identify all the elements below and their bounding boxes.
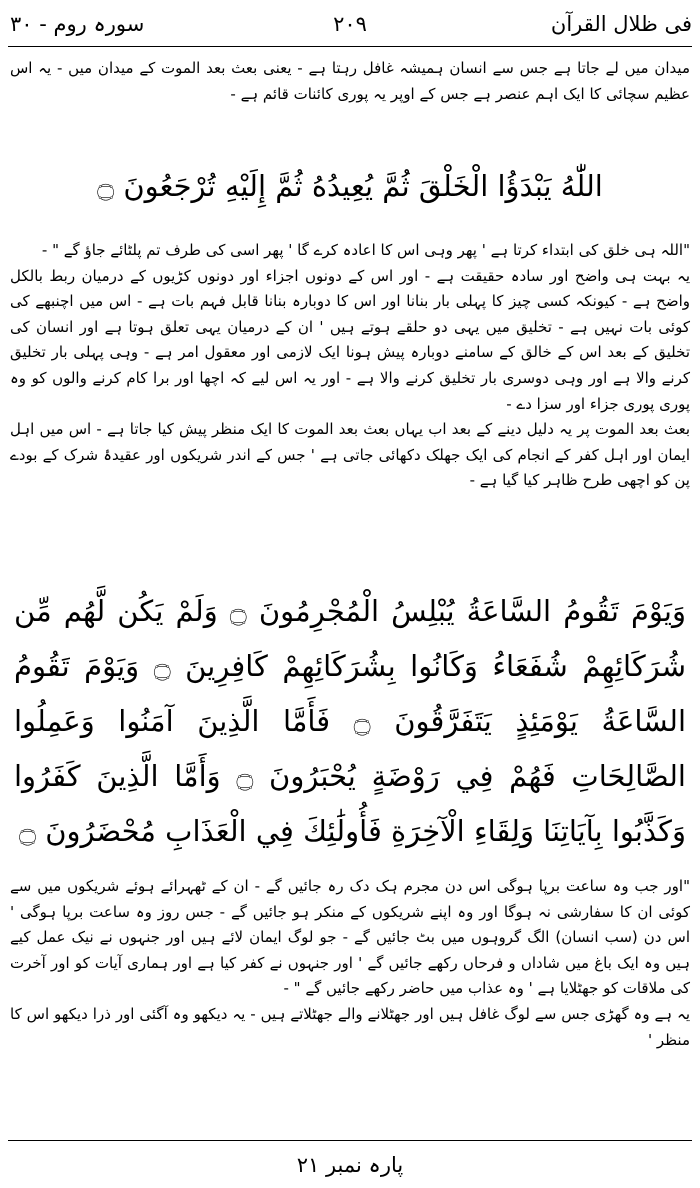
translation-block (10, 874, 690, 1053)
commentary-paragraph: یہ بہت ہی واضح اور سادہ حقیقت ہے - اور اس کے دونوں اجزاء اور دونوں کڑیوں کے درمیان ربط بالکل واضح ہے - کیونکہ کسی چیز کا پہلی بار بنانا اور اس کا دوبارہ بنانا قابل فہم بات ہے - اس میں اچنبھے کی کوئی بات نہیں ہے - تخلیق میں یہی دو حلقے ہوتے ہیں ' ان کے درمیان یہی تعلق ہوتا ہے اور انسان کی تخلیق کے بعد اس کے خالق کے سامنے دوبارہ پیش ہونا ایک لازمی اور معقول امر ہے - وہی پہلی بار تخلیق کرنے والا ہے اور وہی دوسری بار تخلیق کرنے والا ہے - اور یہ اس لیے کہ اچھا اور برا کام کرنے والوں کو وہ پوری پوری جزاء اور سزا دے - (10, 266, 690, 413)
para-number: پارہ نمبر ۲۱ (296, 1153, 404, 1177)
quran-verse: اللّٰهُ يَبْدَؤُا الْخَلْقَ ثُمَّ يُعِيدُهُ ثُمَّ إِلَيْهِ تُرْجَعُونَ ۝ (97, 169, 603, 203)
footer-rule (8, 1140, 692, 1141)
translation-paragraph-2: "اور جب وہ ساعت برپا ہوگی اس دن مجرم ہک دک رہ جائیں گے - ان کے ٹھہرائے ہوئے شریکوں میں سے کوئی ان کا سفارشی نہ ہوگا اور وہ اپنے شریکوں کے منکر ہو جائیں گے - جس روز وہ ساعت برپا ہوگی ' اس دن (سب انسان) الگ گروہوں میں بٹ جائیں گے - جو لوگ ایمان لائے ہیں اور جنہوں نے نیک عمل کیے ہیں وہ ایک باغ میں شاداں و فرحاں رکھے جائیں گے ' اور جنہوں نے کفر کیا ہے اور ہماری آیات کو اور آخرت کی ملاقات کو جھٹلایا ہے ' وہ عذاب میں حاضر رکھے جائیں گے " - (10, 877, 690, 998)
commentary-paragraph-2: بعث بعد الموت پر یہ دلیل دینے کے بعد اب یہاں بعث بعد الموت کا ایک منظر پیش کیا جاتا ہے - اس میں اہل ایمان اور اہل کفر کے انجام کی ایک جھلک دکھائی جاتی ہے ' جس کے اندر شریکوں اور عقیدۂ شرک کے بودے پن کو اچھی طرح ظاہر کیا گیا ہے - (10, 420, 690, 490)
page-number: ۲۰۹ (333, 12, 367, 36)
book-title: فی ظلال القرآن (550, 12, 692, 36)
header-rule (8, 46, 692, 47)
translation-paragraph: "اللہ ہی خلق کی ابتداء کرتا ہے ' پھر وہی اس کا اعادہ کرے گا ' پھر اسی کی طرف تم پلٹائے جاؤ گے " - (41, 241, 690, 259)
intro-paragraph: میدان میں لے جاتا ہے جس سے انسان ہمیشہ غافل رہتا ہے - یعنی بعث بعد الموت کے میدان میں - یہ اس عظیم سچائی کا ایک اہم عنصر ہے جس کے اوپر یہ پوری کائنات قائم ہے - (10, 59, 690, 103)
surah-label: سورہ روم - ۳۰ (10, 12, 145, 36)
closing-paragraph: یہ ہے وہ گھڑی جس سے لوگ غافل ہیں اور جھٹلانے والے جھٹلاتے ہیں - یہ دیکھو وہ آگئی اور ذرا دیکھو اس کا منظر ' (10, 1004, 690, 1049)
intro-block (10, 56, 690, 107)
quran-verses: وَيَوْمَ تَقُومُ السَّاعَةُ يُبْلِسُ الْمُجْرِمُونَ ۝ وَلَمْ يَكُن لَّهُم مِّن شُرَكَائِهِمْ شُفَعَاءُ وَكَانُوا بِشُرَكَائِهِمْ كَافِرِينَ ۝ وَيَوْمَ تَقُومُ السَّاعَةُ يَوْمَئِذٍ يَتَفَرَّقُونَ ۝ فَأَمَّا الَّذِينَ آمَنُوا وَعَمِلُوا الصَّالِحَاتِ فَهُمْ فِي رَوْضَةٍ يُحْبَرُونَ ۝ وَأَمَّا الَّذِينَ كَفَرُوا وَكَذَّبُوا بِآيَاتِنَا وَلِقَاءِ الْآخِرَةِ فَأُولَٰئِكَ فِي الْعَذَابِ مُحْضَرُونَ ۝ (14, 594, 686, 848)
commentary-block (10, 238, 690, 494)
